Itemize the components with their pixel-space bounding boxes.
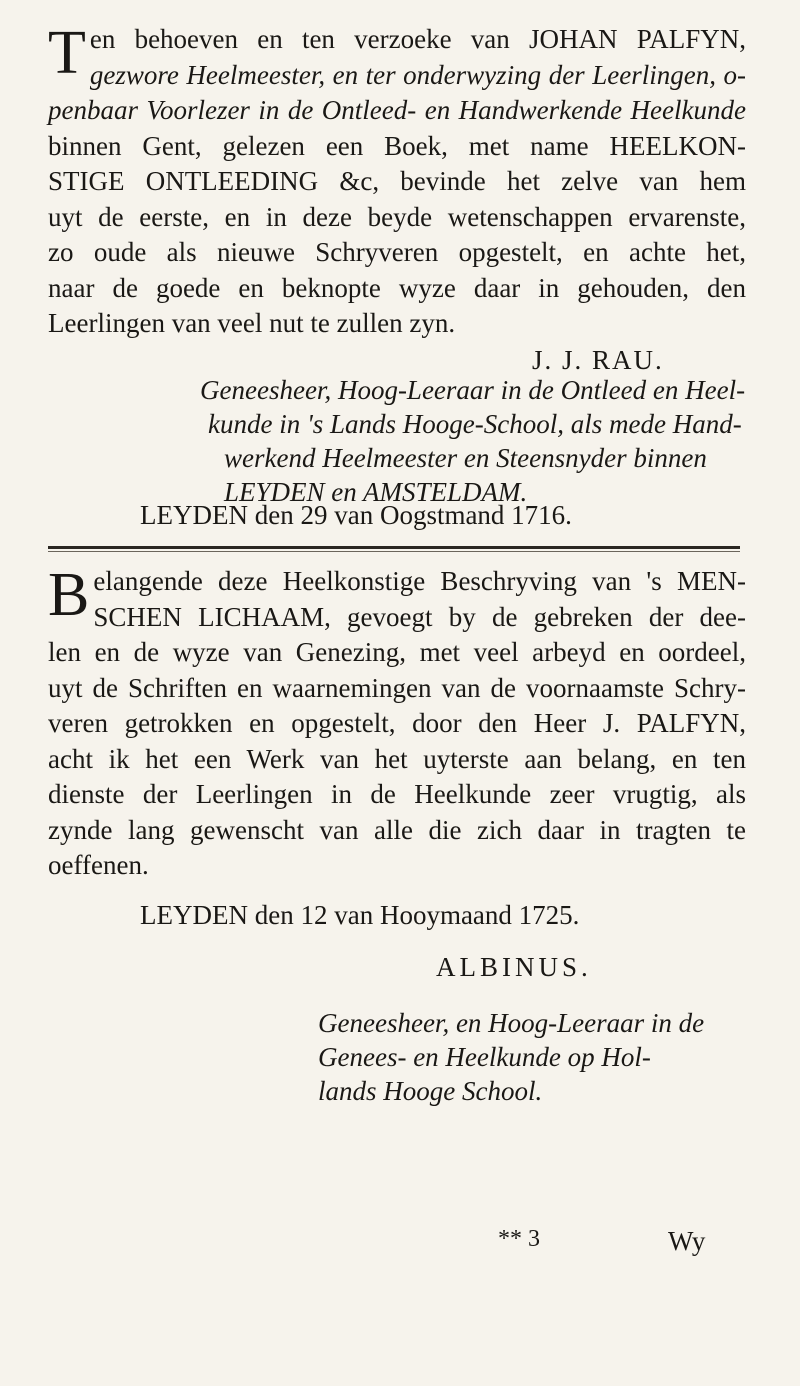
text-line: en behoeven en ten verzoeke van JOHAN PALFYN, <box>89 24 746 54</box>
title-line: kunde in 's Lands Hooge-School, als mede Hand- <box>208 409 742 439</box>
catchword: Wy <box>668 1226 706 1256</box>
dateline-1716: LEYDEN den 29 van Oogstmand 1716. <box>140 500 572 530</box>
text-line: zo oude als nieuwe Schryveren opgestelt, en achte het, <box>48 237 746 267</box>
title-line: Genees- en Heelkunde op Hol- <box>318 1042 651 1072</box>
drop-cap: B <box>48 561 90 629</box>
title-line: lands Hooge School. <box>318 1076 543 1106</box>
text-line: zynde lang gewenscht van alle die zich daar in tragten te <box>48 814 746 845</box>
text-line: SCHEN LICHAAM, gevoegt by de gebreken der dee- <box>93 601 746 632</box>
text-line: uyt de eerste, en in deze beyde wetenschappen ervarenste, <box>48 201 746 232</box>
text-line: veren getrokken en opgestelt, door den Heer J. PALFYN, <box>48 708 746 738</box>
drop-cap: T <box>48 19 86 87</box>
signature-albinus: ALBINUS. <box>436 952 592 982</box>
title-block-albinus <box>318 1006 704 1108</box>
signature-mark: ** 3 <box>498 1226 540 1252</box>
text-line <box>48 564 746 600</box>
text-line: binnen Gent, gelezen een Boek, met name HEELKON- <box>48 130 746 161</box>
text-line: len en de wyze van Genezing, met veel arbeyd en oordeel, <box>48 637 746 667</box>
text-line: acht ik het een Werk van het uyterste aan belang, en ten <box>48 743 746 774</box>
title-line: Geneesheer, Hoog-Leeraar in de Ontleed en Heel- <box>200 375 746 405</box>
text-line: oeffenen. <box>48 850 149 880</box>
title-line: Geneesheer, en Hoog-Leeraar in de <box>318 1008 705 1038</box>
approval-palfyn <box>48 19 746 342</box>
text-line: dienste der Leerlingen in de Heelkunde zeer vrugtig, als <box>48 779 746 809</box>
dateline-1725: LEYDEN den 12 van Hooymaand 1725. <box>140 900 580 930</box>
text-line: naar de goede en beknopte wyze daar in gehouden, den <box>48 272 746 303</box>
text-line: Leerlingen van veel nut te zullen zyn. <box>48 308 456 338</box>
title-block-rau <box>200 373 745 509</box>
approval-albinus <box>48 561 746 884</box>
divider-rule-thin <box>48 551 740 552</box>
title-line: LEYDEN en AMSTELDAM. <box>224 477 528 507</box>
divider-rule <box>48 546 740 549</box>
text-line: uyt de Schriften en waarnemingen van de voornaamste Schry- <box>48 672 746 703</box>
text-line-content: elangende deze Heelkonstige Beschryving van 's MEN- <box>93 566 746 596</box>
text-line: penbaar Voorlezer in de Ontleed- en Handwerkende Heelkunde <box>48 95 746 125</box>
text-line: gezwore Heelmeester, en ter onderwyzing der Leerlingen, o- <box>89 59 746 90</box>
text-line: STIGE ONTLEEDING &c, bevinde het zelve van hem <box>48 166 746 196</box>
title-line: werkend Heelmeester en Steensnyder binnen <box>224 443 707 473</box>
signature-rau: J. J. RAU. <box>532 345 664 375</box>
